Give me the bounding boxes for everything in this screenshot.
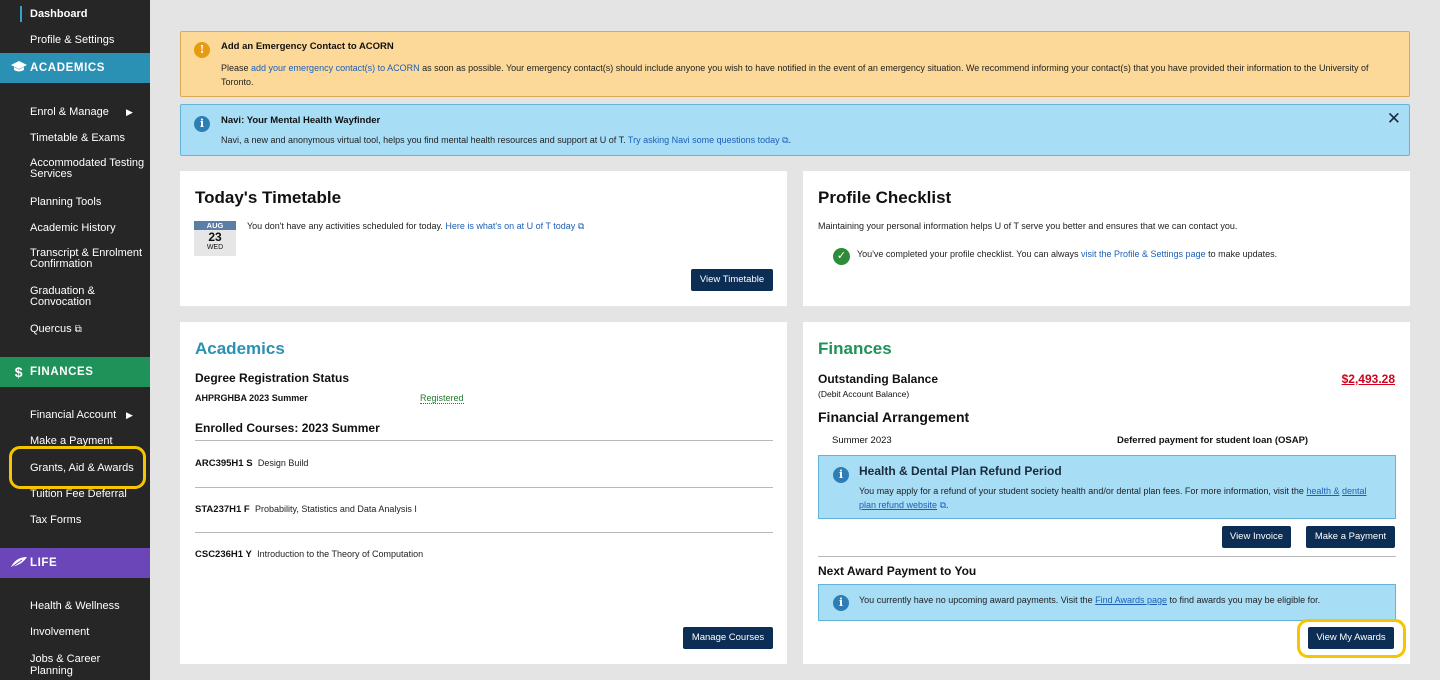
timetable-message (247, 221, 584, 232)
dollar-icon: $ (14, 364, 24, 380)
close-icon[interactable]: ✕ (1386, 109, 1401, 128)
academics-card (180, 322, 787, 664)
divider (818, 556, 1396, 557)
outstanding-balance-heading: Outstanding Balance (818, 372, 939, 386)
card-title: Today's Timetable (195, 188, 342, 207)
calendar-date-icon (194, 221, 236, 256)
sidebar-item-academic-history[interactable]: Academic History (30, 222, 116, 234)
warning-icon: ! (194, 42, 210, 58)
sidebar-item-jobs-career[interactable]: Jobs & Career Planning (30, 653, 101, 677)
external-link-icon: ⧉ (74, 324, 82, 335)
sidebar-item-planning-tools[interactable]: Planning Tools (30, 196, 102, 208)
section-finances[interactable] (0, 357, 150, 387)
info-icon: i (833, 467, 849, 483)
calendar-weekday: WED (206, 244, 224, 251)
course-name: Introduction to the Theory of Computation (257, 549, 424, 559)
sidebar-item-health-wellness[interactable]: Health & Wellness (30, 600, 120, 612)
find-awards-link[interactable]: Find Awards page (1095, 595, 1168, 605)
award-text: to find awards you may be eligible for. (1167, 595, 1321, 605)
finances-card (803, 322, 1410, 664)
section-academics-label: ACADEMICS (30, 62, 106, 74)
external-link-icon: ⧉ (782, 135, 789, 145)
sidebar-item-tax-forms[interactable]: Tax Forms (30, 514, 82, 526)
emergency-contact-alert (180, 31, 1410, 97)
navi-link[interactable]: Try asking Navi some questions today (627, 135, 780, 145)
course-row[interactable] (195, 549, 423, 560)
sidebar-item-enrol-manage[interactable] (30, 106, 145, 118)
refund-info-box (818, 455, 1396, 519)
sidebar-item-label: Financial Account (30, 409, 117, 421)
manage-courses-button[interactable]: Manage Courses (683, 627, 773, 649)
emergency-contact-link[interactable]: add your emergency contact(s) to ACORN (251, 63, 420, 73)
card-title: Profile Checklist (818, 188, 952, 207)
info-icon: i (194, 116, 210, 132)
sidebar-item-financial-account[interactable] (30, 409, 145, 421)
caret-right-icon: ▶ (126, 107, 133, 117)
whats-on-link[interactable]: Here is what's on at U of T today (445, 221, 576, 231)
sidebar-item-transcript[interactable]: Transcript & Enrolment Confirmation (30, 247, 143, 270)
view-timetable-button[interactable]: View Timetable (691, 269, 773, 291)
profile-check-status (857, 249, 1277, 259)
degree-code: AHPRGHBA 2023 Summer (195, 393, 308, 403)
section-academics[interactable] (0, 53, 150, 83)
profile-settings-link[interactable]: visit the Profile & Settings page (1081, 249, 1206, 259)
course-code: CSC236H1 Y (195, 549, 252, 560)
sidebar-item-involvement[interactable]: Involvement (30, 626, 90, 638)
sidebar-item-graduation[interactable]: Graduation & Convocation (30, 285, 95, 308)
navi-alert (180, 104, 1410, 156)
profile-checklist-card (803, 171, 1410, 306)
make-payment-button[interactable]: Make a Payment (1306, 526, 1395, 548)
arrangement-term: Summer 2023 (832, 435, 892, 446)
award-info-box (818, 584, 1396, 621)
refund-text: You may apply for a refund of your student society health and/or dental plan fees. For more information, visit the (859, 486, 1307, 496)
course-name: Design Build (257, 458, 309, 468)
sidebar-item-profile-settings[interactable]: Profile & Settings (30, 34, 115, 46)
award-text: You currently have no upcoming award payments. Visit the (859, 595, 1096, 605)
alert-title: Add an Emergency Contact to ACORN (221, 41, 394, 52)
profile-text: You've completed your profile checklist. You can always (857, 249, 1082, 259)
financial-arrangement-heading: Financial Arrangement (818, 409, 970, 425)
external-link-icon: ⧉ (939, 499, 947, 510)
info-icon: i (833, 595, 849, 611)
divider (195, 532, 773, 533)
award-body (859, 595, 1320, 605)
sidebar-item-grants-aid-awards[interactable]: Grants, Aid & Awards (30, 462, 134, 474)
graduation-cap-icon (8, 60, 30, 77)
view-invoice-button[interactable]: View Invoice (1222, 526, 1291, 548)
external-link-icon: ⧉ (577, 221, 585, 231)
sidebar-item-quercus[interactable] (30, 323, 145, 336)
section-life[interactable] (0, 548, 150, 578)
sidebar (0, 0, 150, 680)
caret-right-icon: ▶ (126, 410, 133, 420)
degree-status-heading: Degree Registration Status (195, 371, 350, 385)
degree-status-badge[interactable]: Registered (420, 393, 464, 403)
timetable-card (180, 171, 787, 306)
section-life-label: LIFE (30, 557, 58, 569)
course-code: ARC395H1 S (195, 458, 253, 469)
active-indicator (20, 6, 22, 22)
sidebar-item-timetable-exams[interactable]: Timetable & Exams (30, 132, 125, 144)
highlight-ring (1297, 619, 1406, 658)
calendar-month: AUG (194, 221, 236, 230)
profile-text: to make updates. (1205, 249, 1278, 259)
alert-body (221, 62, 1401, 89)
course-code: STA237H1 F (195, 504, 250, 515)
timetable-text: You don't have any activities scheduled for today. (247, 221, 446, 231)
balance-sub: (Debit Account Balance) (818, 389, 910, 399)
sidebar-item-make-payment[interactable]: Make a Payment (30, 435, 113, 447)
profile-desc: Maintaining your personal information helps U of T serve you better and ensures that we can contact you. (818, 221, 1238, 231)
arrangement-value: Deferred payment for student loan (OSAP) (1117, 435, 1309, 446)
sidebar-item-tuition-fee-deferral[interactable]: Tuition Fee Deferral (30, 488, 127, 500)
alert-text: Please (221, 63, 252, 73)
card-title: Academics (195, 339, 285, 358)
sidebar-item-label: Quercus (30, 323, 72, 335)
highlight-ring (9, 446, 146, 489)
balance-amount[interactable]: $2,493.28 (1341, 372, 1395, 386)
section-finances-label: FINANCES (30, 366, 94, 378)
refund-link[interactable]: dental plan refund website (859, 486, 1367, 510)
course-name: Probability, Statistics and Data Analysis I (255, 504, 417, 514)
alert-text: Navi, a new and anonymous virtual tool, helps you find mental health resources and support at U of T. (221, 135, 628, 145)
refund-link[interactable]: health & (1306, 486, 1340, 496)
calendar-day: 23 (208, 230, 222, 244)
refund-body: You may apply for a refund of your student society health and/or dental plan fees. For more information, visit the health & dental plan refund website ⧉. (859, 486, 1367, 510)
sidebar-item-accommodated-testing[interactable]: Accommodated Testing Services (30, 157, 145, 180)
alert-body: Navi, a new and anonymous virtual tool, helps you find mental health resources and support at U of T. Try asking Navi some questions today ⧉. (221, 135, 792, 145)
course-row[interactable] (195, 504, 417, 515)
divider (195, 440, 773, 441)
alert-title: Navi: Your Mental Health Wayfinder (221, 115, 381, 126)
course-row[interactable] (195, 458, 308, 469)
enrolled-courses-heading: Enrolled Courses: 2023 Summer (195, 421, 380, 435)
view-my-awards-button[interactable]: View My Awards (1308, 627, 1394, 649)
card-title: Finances (818, 339, 892, 358)
alert-text: as soon as possible. Your emergency contact(s) should include anyone you wish to have notified in the event of an emergency situation. We recommend informing your contact(s) that you have provided their information to the University of Toronto. (221, 63, 1369, 87)
leaf-icon (8, 555, 30, 572)
divider (195, 487, 773, 488)
refund-title: Health & Dental Plan Refund Period (859, 464, 1062, 478)
sidebar-item-dashboard[interactable]: Dashboard (30, 8, 88, 20)
check-icon: ✓ (833, 248, 850, 265)
sidebar-item-label: Enrol & Manage (30, 106, 109, 118)
next-award-heading: Next Award Payment to You (818, 564, 977, 578)
